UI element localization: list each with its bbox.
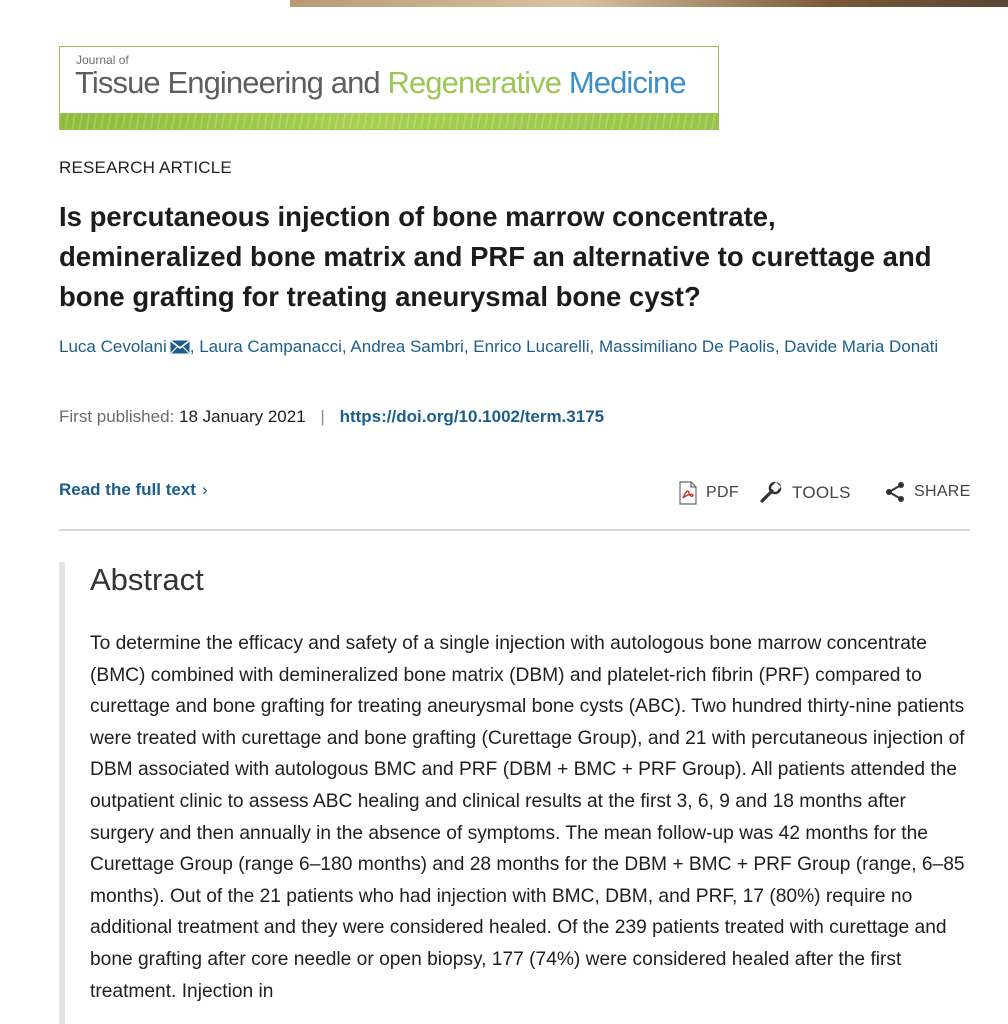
read-full-text-link[interactable]: [59, 480, 208, 500]
article-title: Is percutaneous injection of bone marrow concentrate, demineralized bone matrix and PRF an alternative to curettage and bone grafting for treating aneurysmal bone cyst?: [59, 201, 932, 312]
pdf-label: PDF: [706, 484, 739, 501]
share-label: SHARE: [914, 483, 971, 500]
pub-divider: |: [320, 407, 325, 426]
article-type: RESEARCH ARTICLE: [59, 158, 232, 177]
top-image-strip: [290, 0, 1008, 7]
share-icon: [884, 481, 906, 503]
author-link[interactable]: Laura Campanacci: [199, 337, 342, 356]
author-list: Luca Cevolani , Laura Campanacci, Andrea Sambri, Enrico Lucarelli, Massimiliano De Paolis, Davide Maria Donati: [59, 337, 939, 356]
journal-title-part1: Tissue Engineering and: [75, 65, 380, 100]
email-icon[interactable]: [170, 340, 190, 354]
journal-title-part3: Medicine: [568, 65, 686, 100]
share-button[interactable]: [884, 481, 971, 503]
author-link[interactable]: Luca Cevolani: [59, 337, 167, 356]
first-published-label: First published:: [59, 407, 175, 426]
journal-prefix: Journal of: [76, 53, 129, 67]
tools-button[interactable]: [758, 481, 851, 505]
doi-link[interactable]: https://doi.org/10.1002/term.3175: [339, 407, 605, 426]
author-link[interactable]: Enrico Lucarelli: [473, 337, 590, 356]
journal-title-part2: Regenerative: [387, 65, 562, 100]
publication-info: [59, 407, 604, 427]
wrench-icon: [758, 481, 784, 505]
journal-banner[interactable]: [59, 46, 719, 130]
journal-title: [75, 65, 686, 101]
author-link[interactable]: Andrea Sambri: [350, 337, 464, 356]
section-divider: [59, 529, 970, 531]
first-published-date: 18 January 2021: [179, 407, 306, 426]
abstract-side-bar: [59, 562, 65, 1024]
read-full-text-label: Read the full text: [59, 480, 196, 499]
author-link[interactable]: Davide Maria Donati: [784, 337, 939, 356]
abstract-heading: Abstract: [90, 562, 204, 597]
tools-label: TOOLS: [792, 483, 851, 502]
author-link[interactable]: Massimiliano De Paolis: [598, 337, 775, 356]
pdf-icon: [678, 481, 698, 505]
chevron-right-icon: ›: [201, 480, 208, 499]
abstract-text: To determine the efficacy and safety of a single injection with autologous bone marrow concentrate (BMC) combined with demineralized bone matrix (DBM) and platelet-rich fibrin (PRF) compared to curettage and bone grafting for treating aneurysmal bone cysts (ABC). Two hundred thirty-nine patients were treated with curettage and bone grafting (Curettage Group), and 21 with percutaneous injection of DBM associated with autologous BMC and PRF (DBM + BMC + PRF Group). All patients attended the outpatient clinic to assess ABC healing and clinical results at the first 3, 6, 9 and 18 months after surgery and then annually in the absence of symptoms. The mean follow-up was 42 months for the Curettage Group (range 6–180 months) and 28 months for the DBM + BMC + PRF Group (range, 6–85 months). Out of the 21 patients who had injection with BMC, DBM, and PRF, 17 (80%) require no additional treatment and they were considered healed. Of the 239 patients treated with curettage and bone grafting after core needle or open biopsy, 177 (74%) were considered healed after the first treatment. Injection in: [90, 633, 965, 1002]
pdf-button[interactable]: [678, 481, 739, 505]
banner-grass-decoration: [60, 113, 718, 129]
